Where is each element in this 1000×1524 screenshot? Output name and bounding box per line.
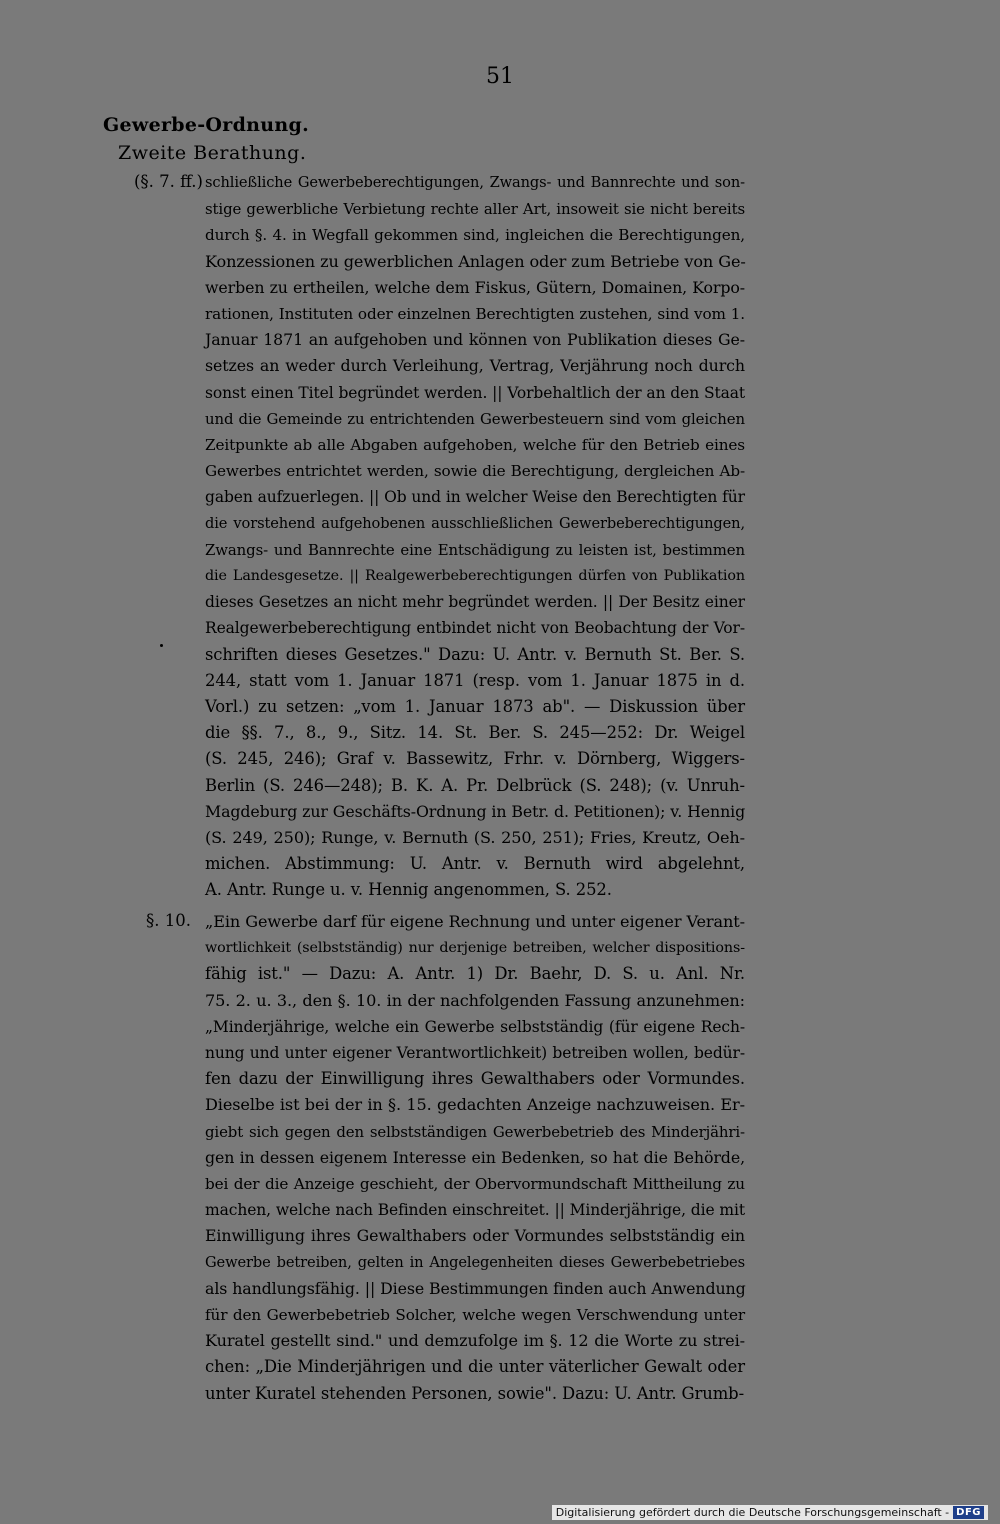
text-line: fen dazu der Einwilligung ihres Gewalthabers oder Vormundes.: [205, 1069, 745, 1089]
text-line: unter Kuratel stehenden Personen, sowie". Dazu: U. Antr. Grumb-: [205, 1383, 745, 1403]
text-line: Realgewerbeberechtigung entbindet nicht von Beobachtung der Vor-: [205, 619, 745, 638]
text-line: Einwilligung ihres Gewalthabers oder Vormundes selbstständig ein: [205, 1226, 745, 1246]
text-line: bei der die Anzeige geschieht, der Obervormundschaft Mittheilung zu: [205, 1175, 745, 1193]
text-line: gaben aufzuerlegen. || Ob und in welcher Weise den Berechtigten für: [205, 488, 745, 507]
section-title: Gewerbe-Ordnung.: [103, 114, 310, 136]
paragraph-label: §. 10.: [146, 911, 191, 930]
text-line: 244, statt vom 1. Januar 1871 (resp. vom 1. Januar 1875 in d.: [205, 670, 745, 690]
footer-text: Digitalisierung gefördert durch die Deutsche Forschungsgemeinschaft -: [555, 1506, 950, 1519]
text-line: „Minderjährige, welche ein Gewerbe selbstständig (für eigene Rech-: [205, 1017, 745, 1036]
text-line: dieses Gesetzes an nicht mehr begründet werden. || Der Besitz einer: [205, 593, 745, 612]
text-line: Gewerbe betreiben, gelten in Angelegenheiten dieses Gewerbebetriebes: [205, 1253, 745, 1271]
text-line: setzes an weder durch Verleihung, Vertrag, Verjährung noch durch: [205, 356, 745, 376]
text-line: wortlichkeit (selbstständig) nur derjenige betreiben, welcher dispositions-: [205, 940, 745, 957]
dfg-logo: DFG: [953, 1506, 984, 1519]
footer-credit: [552, 1505, 988, 1520]
page-number: 51: [486, 64, 514, 89]
text-line: als handlungsfähig. || Diese Bestimmungen finden auch Anwendung: [205, 1278, 746, 1298]
text-line: nung und unter eigener Verantwortlichkeit) betreiben wollen, bedür-: [205, 1044, 745, 1062]
paragraph-label: (§. 7. ff.): [134, 172, 203, 191]
text-line: Zwangs- und Bannrechte eine Entschädigung zu leisten ist, bestimmen: [205, 540, 745, 559]
text-line: werben zu ertheilen, welche dem Fiskus, Gütern, Domainen, Korpo-: [205, 277, 745, 297]
text-line: chen: „Die Minderjährigen und die unter väterlicher Gewalt oder: [205, 1357, 745, 1377]
text-line: Dieselbe ist bei der in §. 15. gedachten Anzeige nachzuweisen. Er-: [205, 1095, 745, 1115]
text-line: Gewerbes entrichtet werden, sowie die Berechtigung, dergleichen Ab-: [205, 462, 745, 481]
text-line: Kuratel gestellt sind." und demzufolge im §. 12 die Worte zu strei-: [205, 1331, 745, 1351]
text-line: stige gewerbliche Verbietung rechte aller Art, insoweit sie nicht bereits: [205, 200, 745, 219]
text-line: A. Antr. Runge u. v. Hennig angenommen, S. 252.: [205, 880, 612, 900]
text-line: durch §. 4. in Wegfall gekommen sind, ingleichen die Berechtigungen,: [205, 226, 745, 245]
text-line: 75. 2. u. 3., den §. 10. in der nachfolgenden Fassung anzunehmen:: [205, 990, 745, 1010]
text-line: Berlin (S. 246—248); B. K. A. Pr. Delbrück (S. 248); (v. Unruh-: [205, 775, 745, 795]
ornament-dot: [160, 644, 163, 647]
text-line: schließliche Gewerbeberechtigungen, Zwangs- und Bannrechte und son-: [205, 174, 745, 191]
text-line: die §§. 7., 8., 9., Sitz. 14. St. Ber. S. 245—252: Dr. Weigel: [205, 723, 745, 743]
text-line: die Landesgesetze. || Realgewerbeberechtigungen dürfen von Publikation: [205, 568, 745, 584]
text-line: gen in dessen eigenem Interesse ein Bedenken, so hat die Behörde,: [205, 1147, 745, 1167]
text-line: schriften dieses Gesetzes." Dazu: U. Antr. v. Bernuth St. Ber. S.: [205, 644, 745, 664]
text-line: (S. 249, 250); Runge, v. Bernuth (S. 250, 251); Fries, Kreutz, Oeh-: [205, 828, 745, 847]
text-line: Zeitpunkte ab alle Abgaben aufgehoben, welche für den Betrieb eines: [205, 436, 745, 454]
text-line: Vorl.) zu setzen: „vom 1. Januar 1873 ab". — Diskussion über: [205, 697, 745, 716]
text-line: rationen, Instituten oder einzelnen Berechtigten zustehen, sind vom 1.: [205, 305, 745, 323]
text-line: Januar 1871 an aufgehoben und können von Publikation dieses Ge-: [205, 330, 745, 350]
text-line: machen, welche nach Befinden einschreitet. || Minderjährige, die mit: [205, 1201, 745, 1220]
text-line: und die Gemeinde zu entrichtenden Gewerbesteuern sind vom gleichen: [205, 409, 745, 428]
text-line: Konzessionen zu gewerblichen Anlagen oder zum Betriebe von Ge-: [205, 251, 746, 271]
subsection-title: Zweite Berathung.: [118, 142, 307, 164]
text-line: die vorstehend aufgehobenen ausschließlichen Gewerbeberechtigungen,: [205, 514, 745, 532]
text-line: sonst einen Titel begründet werden. || Vorbehaltlich der an den Staat: [205, 383, 745, 402]
text-line: (S. 245, 246); Graf v. Bassewitz, Frhr. v. Dörnberg, Wiggers-: [205, 749, 745, 769]
text-line: giebt sich gegen den selbstständigen Gewerbebetrieb des Minderjähri-: [205, 1122, 745, 1141]
text-line: „Ein Gewerbe darf für eigene Rechnung und unter eigener Verant-: [205, 912, 745, 931]
text-line: michen. Abstimmung: U. Antr. v. Bernuth wird abgelehnt,: [205, 854, 745, 874]
text-line: Magdeburg zur Geschäfts-Ordnung in Betr. d. Petitionen); v. Hennig: [205, 801, 746, 821]
text-line: für den Gewerbebetrieb Solcher, welche wegen Verschwendung unter: [205, 1306, 745, 1324]
text-line: fähig ist." — Dazu: A. Antr. 1) Dr. Baehr, D. S. u. Anl. Nr.: [205, 964, 745, 984]
